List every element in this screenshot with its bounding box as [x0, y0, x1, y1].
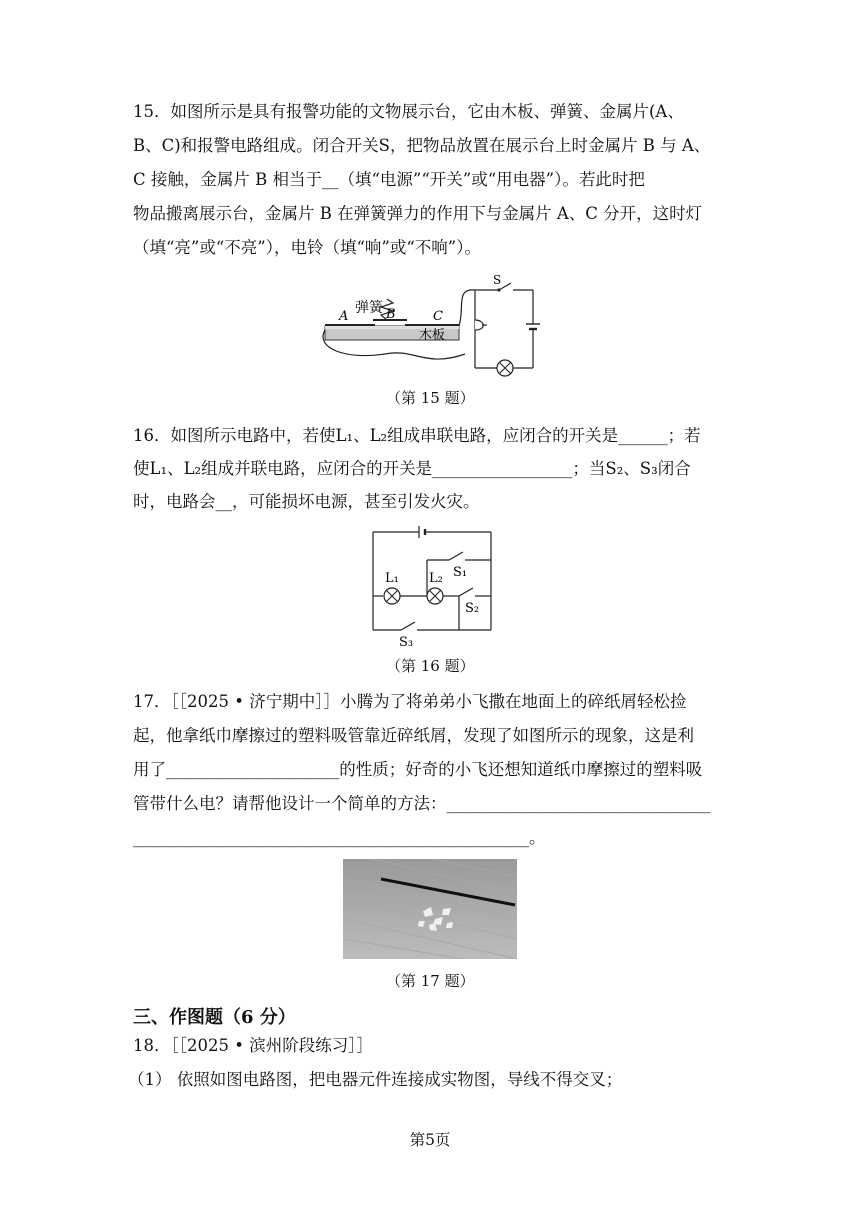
q15-label-spring: 弹簧: [355, 300, 383, 316]
q16-label-s2: S₂: [465, 601, 480, 616]
q15-label-switch: S: [493, 273, 502, 287]
q15-label-c: C: [433, 309, 443, 324]
q16-line-2: 使L₁、L₂组成并联电路，应闭合的开关是_________________；当S₂、S₃闭合: [133, 459, 691, 478]
q16-label-l2: L₂: [429, 571, 443, 586]
q17-line-5: ________________________________________________。: [133, 828, 546, 847]
q16-line-3: 时，电路会__，可能损坏电源，甚至引发火灾。: [133, 492, 480, 511]
q15-figure: [315, 268, 545, 380]
q17-caption: （第 17 题）: [386, 972, 475, 990]
q15-caption: （第 15 题）: [386, 389, 475, 407]
q16-label-s1: S₁: [453, 565, 468, 580]
q16-caption: （第 16 题）: [386, 657, 475, 675]
q15-line-4: 物品搬离展示台，金属片 B 在弹簧弹力的作用下与金属片 A、C 分开，这时灯: [133, 204, 703, 223]
q15-label-b: B: [386, 307, 396, 322]
q17-line-1: 17．［［2025 • 济宁期中］］小腾为了将弟弟小飞撒在地面上的碎纸屑轻松捡: [133, 692, 687, 711]
q17-line-2: 起，他拿纸巾摩擦过的塑料吸管靠近碎纸屑，发现了如图所示的现象，这是利: [133, 726, 694, 745]
q15-line-5: （填“亮”或“不亮”），电铃（填“响”或“不响”）。: [133, 238, 481, 257]
q15-label-board: 木板: [419, 328, 446, 343]
q16-line-1: 16．如图所示电路中，若使L₁、L₂组成串联电路，应闭合的开关是______；若: [133, 426, 701, 445]
section-title: 三、作图题（6 分）: [133, 1007, 296, 1028]
q17-photo: [343, 859, 517, 959]
q18-line-2: （1） 依照如图电路图，把电器元件连接成实物图，导线不得交叉；: [128, 1070, 623, 1089]
q15-line-3: C 接触，金属片 B 相当于__（填“电源”“开关”或“用电器”）。若此时把: [133, 170, 645, 189]
q17-line-4: 管带什么电？请帮他设计一个简单的方法：________________________________: [133, 794, 711, 813]
q16-label-s3: S₃: [399, 635, 414, 650]
page-number: 第5页: [409, 1131, 451, 1149]
q15-line-2: B、C)和报警电路组成。闭合开关S，把物品放置在展示台上时金属片 B 与 A、: [133, 136, 711, 155]
q15-line-1: 15．如图所示是具有报警功能的文物展示台，它由木板、弹簧、金属片(A、: [133, 102, 684, 121]
q15-label-a: A: [339, 309, 349, 324]
q18-line-1: 18．［［2025 • 滨州阶段练习］］: [133, 1036, 373, 1055]
q16-label-l1: L₁: [385, 571, 399, 586]
q17-line-3: 用了_____________________的性质；好奇的小飞还想知道纸巾摩擦过的塑料吸: [133, 760, 703, 779]
q16-figure: [365, 520, 500, 650]
